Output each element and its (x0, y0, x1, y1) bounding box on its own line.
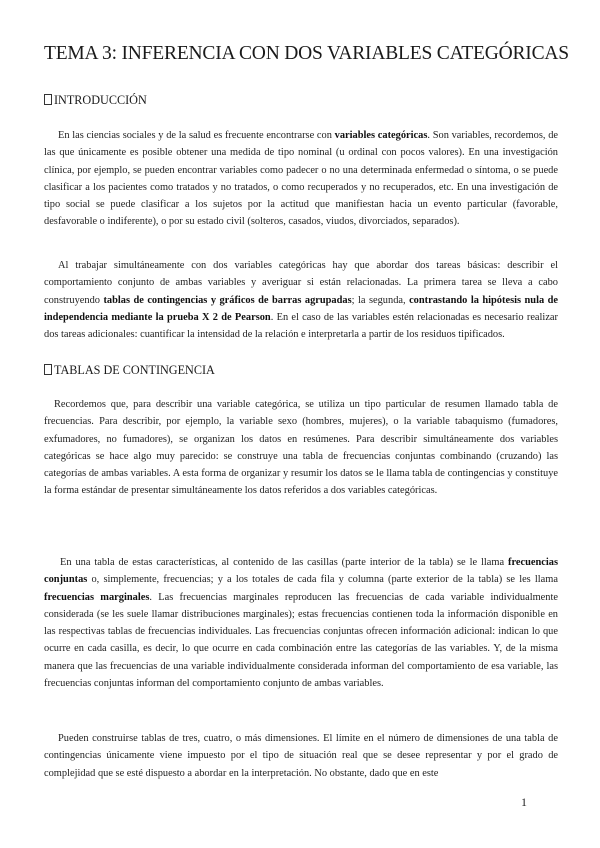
paragraph-intro-2: Al trabajar simultáneamente con dos variables categóricas hay que abordar dos tareas básicas: describir el comportamiento conjunto de ambas variables y averiguar si están relacionadas. La primera tarea se lleva a cabo construyendo tablas de contingencias y gráficos de barras agrupadas; la segunda, contrastando la hipótesis nula de independencia mediante la prueba X 2 de Pearson. En el caso de las variables estén relacionadas es necesario realizar dos tareas adicionales: cuantificar la intensidad de la relación e interpretarla a partir de los residuos tipificados. (44, 260, 559, 341)
checkbox-glyph-icon (44, 364, 52, 375)
paragraph-tablas-2: En una tabla de estas características, al contenido de las casillas (parte interior de la tabla) se le llama frecuencias conjuntas o, simplemente, frecuencias; y a los totales de cada fila y columna (parte exterior de la tabla) se les llama frecuencias marginales. Las frecuencias marginales reproducen las frecuencias de cada variable individualmente considerada (se les suele llamar distribuciones marginales); estas frecuencias contienen toda la información disponible en las respectivas tablas de frecuencias individuales. Las frecuencias conjuntas ofrecen información adicional: indican lo que ocurre en cada casilla, es decir, lo que ocurre en cada combinación entre las categorías de las variables. Y, de la misma manera que las frecuencias de una variable individualmente considerada informan del comportamiento de esa variable, las frecuencias conjuntas informan del comportamiento conjunto de ambas variables. (44, 557, 558, 690)
document-title: TEMA 3: INFERENCIA CON DOS VARIABLES CATEGÓRICAS (44, 43, 569, 64)
term-hipotesis-nula: contrastando la hipótesis nula de independencia mediante la prueba X 2 de Pearson (44, 294, 558, 323)
term-tablas-contingencias: tablas de contingencias y gráficos de barras agrupadas (103, 294, 352, 306)
section-heading-text: TABLAS DE CONTINGENCIA (54, 363, 215, 377)
checkbox-glyph-icon (44, 94, 52, 105)
page-number: 1 (521, 795, 527, 809)
section-heading-tablas-contingencia (44, 363, 215, 378)
term-frecuencias-marginales: frecuencias marginales (44, 591, 150, 603)
paragraph-intro-1: En las ciencias sociales y de la salud es frecuente encontrarse con variables categóricas. Son variables, recordemos, de las que únicamente es posible obtener una medida de tipo nominal (u ordinal con pocos valores). En una investigación clínica, por ejemplo, se pueden encontrar variables como padecer o no una determinada enfermedad o síntoma, o se puede clasificar a los pacientes como tratados y no tratados, o como recuperados y no recuperados, etc. En una investigación de tipo social se puede clasificar a los sujetos por la actitud que manifiestan hacia un evento particular (favorable, desfavorable o indiferente), o por su estado civil (solteros, casados, viudos, divorciados, separados). (44, 130, 559, 228)
section-heading-text: INTRODUCCIÓN (54, 93, 147, 107)
paragraph-tablas-3: Pueden construirse tablas de tres, cuatro, o más dimensiones. El límite en el número de dimensiones de una tabla de contingencias únicamente viene impuesto por el tipo de situación real que se desee representar y por el grado de complejidad que se esté dispuesto a abordar en la interpretación. No obstante, dado que en este (44, 733, 558, 779)
term-variables-categoricas: variables categóricas (334, 130, 428, 141)
section-heading-introduccion (44, 93, 147, 108)
term-frecuencias-conjuntas: frecuencias conjuntas (44, 557, 558, 586)
paragraph-tablas-1: Recordemos que, para describir una variable categórica, se utiliza un tipo particular de resumen llamado tabla de frecuencias. Para describir, por ejemplo, la variable sexo (hombres, mujeres), o la variable tabaquismo (fumadores, exfumadores, no fumadores), se organizan los datos en resúmenes. Para describir simultáneamente dos variables categóricas se hace algo muy parecido: se construye una tabla de frecuencias conjuntas combinando (cruzando) las categorías de ambas variables. A esta forma de organizar y resumir los datos se le llama tabla de contingencias y constituye la forma estándar de presentar simultáneamente los datos referidos a dos variables categóricas. (44, 399, 558, 497)
